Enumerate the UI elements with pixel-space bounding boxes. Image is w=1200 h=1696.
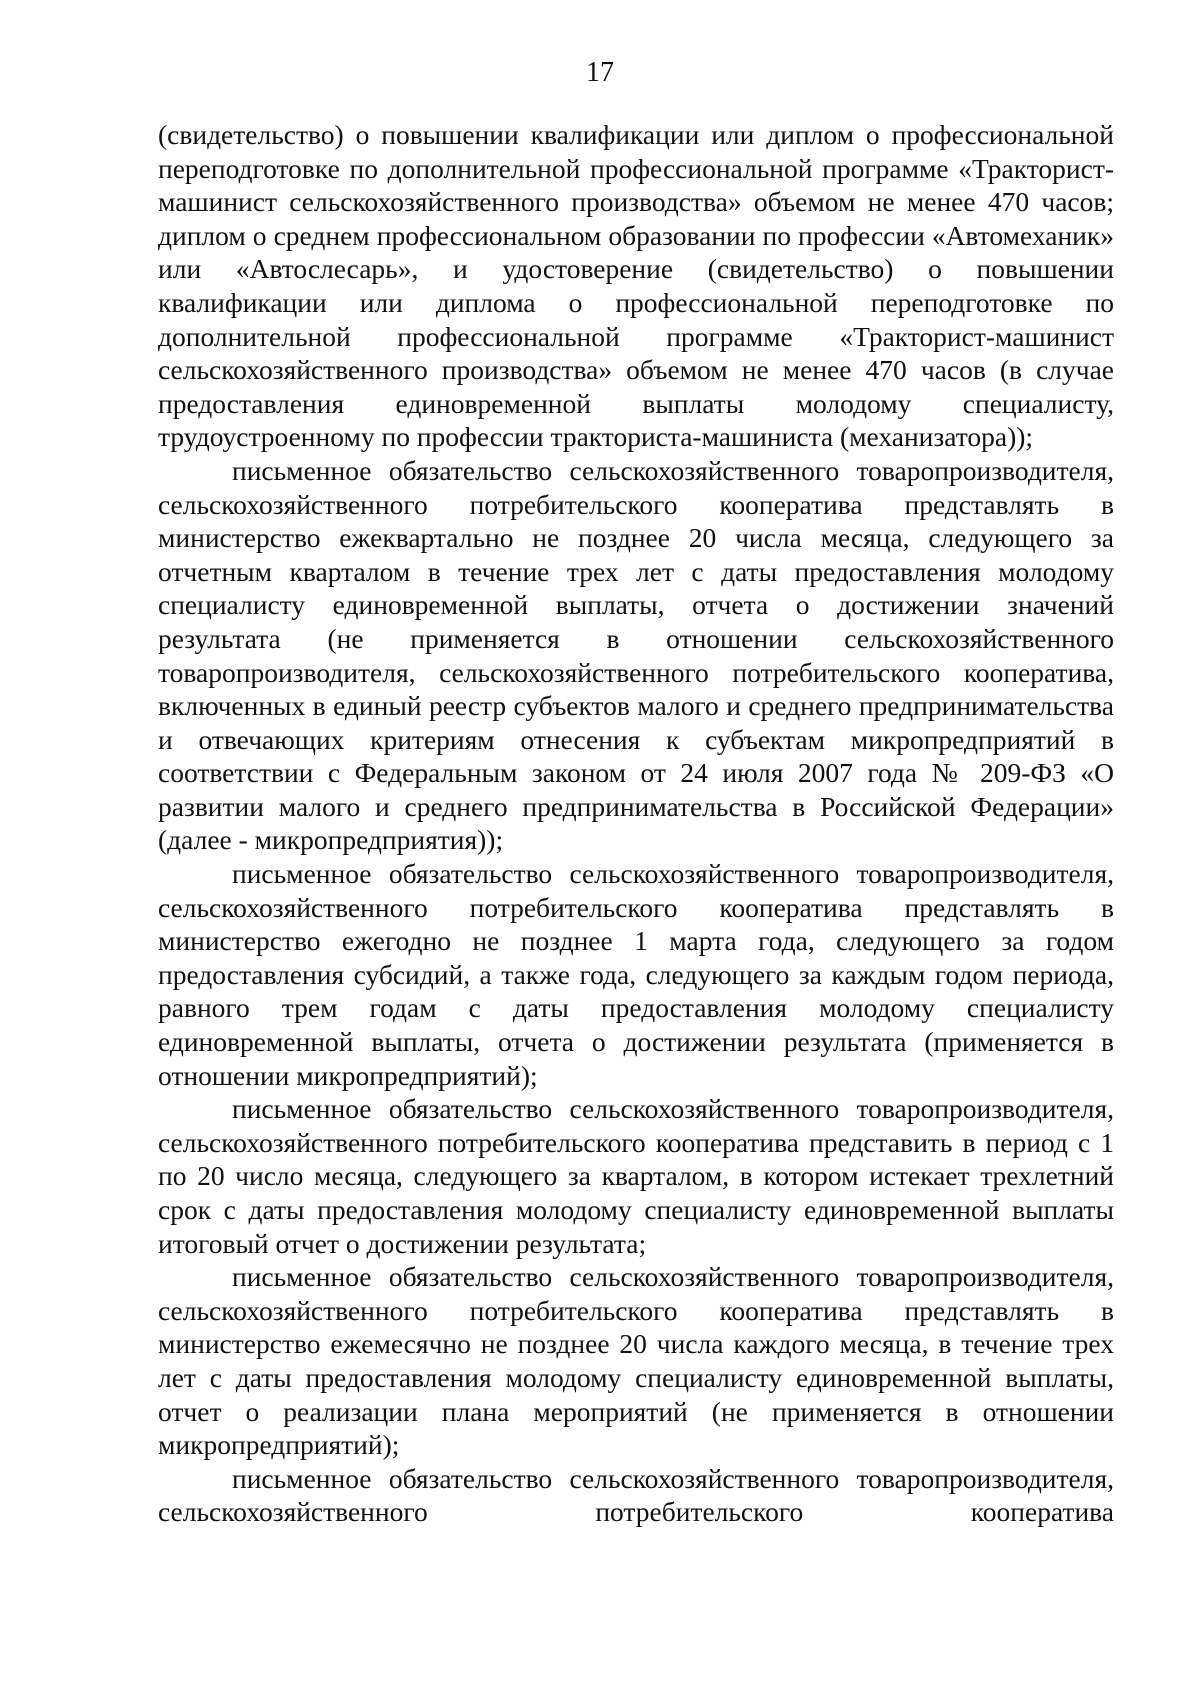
paragraph-monthly-report-obligation: письменное обязательство сельскохозяйственного товаропроизводителя, сельскохозяйственного потребительского кооператива представлять в министерство ежемесячно не позднее 20 числа каждого месяца, в течение трех лет с даты предоставления молодому специалисту единовременной выплаты, отчет о реализации плана мероприятий (не применяется в отношении микропредприятий); — [158, 1261, 1114, 1461]
page-number: 17 — [586, 57, 614, 88]
paragraph-quarterly-report-obligation: письменное обязательство сельскохозяйственного товаропроизводителя, сельскохозяйственного потребительского кооператива представлять в министерство ежеквартально не позднее 20 числа месяца, следующего за отчетным кварталом в течение трех лет с даты предоставления молодому специалисту единовременной выплаты, отчета о достижении значений результата (не применяется в отношении сельскохозяйственного товаропроизводителя, сельскохозяйственного потребительского кооператива, включенных в единый реестр субъектов малого и среднего предпринимательства и отвечающих критериям отнесения к субъектам микропредприятий в соответствии с Федеральным законом от 24 июля 2007 года № 209-ФЗ «О развитии малого и среднего предпринимательства в Российской Федерации» (далее - микропредприятия)); — [158, 454, 1114, 856]
paragraph-final-report-obligation: письменное обязательство сельскохозяйственного товаропроизводителя, сельскохозяйственного потребительского кооператива представить в период с 1 по 20 число месяца, следующего за кварталом, в котором истекает трехлетний срок с даты предоставления молодому специалисту единовременной выплаты итоговый отчет о достижении результата; — [158, 1093, 1114, 1259]
document-body — [158, 118, 1114, 1529]
paragraph-continuation: (свидетельство) о повышении квалификации или диплом о профессиональной переподготовке по дополнительной профессиональной программе «Тракторист-машинист сельскохозяйственного производства» объемом не менее 470 часов; диплом о среднем профессиональном образовании по профессии «Автомеханик» или «Автослесарь», и удостоверение (свидетельство) о повышении квалификации или диплома о профессиональной переподготовке по дополнительной профессиональной программе «Тракторист-машинист сельскохозяйственного производства» объемом не менее 470 часов (в случае предоставления единовременной выплаты молодому специалисту, трудоустроенному по профессии тракториста-машиниста (механизатора)); — [158, 119, 1114, 453]
paragraph-annual-report-obligation: письменное обязательство сельскохозяйственного товаропроизводителя, сельскохозяйственного потребительского кооператива представлять в министерство ежегодно не позднее 1 марта года, следующего за годом предоставления субсидий, а также года, следующего за каждым годом периода, равного трем годам с даты предоставления молодому специалисту единовременной выплаты, отчета о достижении результата (применяется в отношении микропредприятий); — [158, 858, 1114, 1091]
paragraph-obligation-continued: письменное обязательство сельскохозяйственного товаропроизводителя, сельскохозяйственного потребительского кооператива — [158, 1462, 1114, 1528]
